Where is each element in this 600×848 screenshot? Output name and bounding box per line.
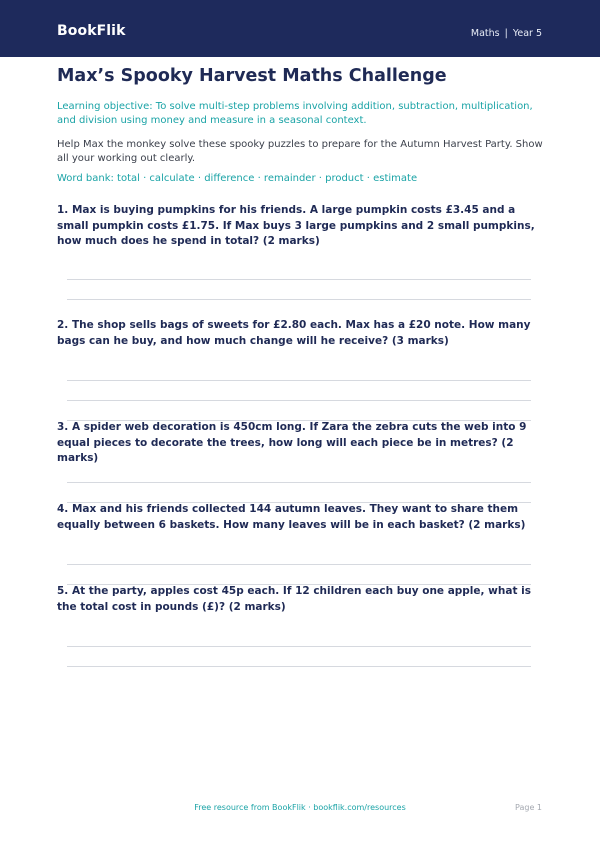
subject-year-label — [471, 28, 542, 39]
question-4: 4. Max and his friends collected 144 autumn leaves. They want to share them equally between 6 baskets. How many leaves will be in each basket? (2 marks) — [57, 503, 526, 531]
subject-label: Maths — [470, 28, 500, 39]
question-1: 1. Max is buying pumpkins for his friends. A large pumpkin costs £3.45 and a small pumpkin costs £1.75. If Max buys 3 large pumpkins and 2 small pumpkins, how much does he spend in total? (2 marks) — [57, 204, 535, 247]
question-2: 2. The shop sells bags of sweets for £2.80 each. Max has a £20 note. How many bags can he buy, and how much change will he receive? (3 marks) — [57, 319, 531, 347]
answer-line[interactable] — [67, 299, 531, 300]
page-header — [0, 0, 600, 57]
answer-line[interactable] — [67, 279, 531, 280]
worksheet-title: Max’s Spooky Harvest Maths Challenge — [57, 66, 447, 86]
question-5: 5. At the party, apples cost 45p each. If 12 children each buy one apple, what is the total cost in pounds (£)? (2 marks) — [57, 585, 531, 613]
learning-objective: Learning objective: To solve multi-step problems involving addition, subtraction, multiplication, and division using money and measure in a seasonal context. — [57, 101, 533, 126]
answer-line[interactable] — [67, 380, 531, 381]
word-bank: Word bank: total · calculate · difference · remainder · product · estimate — [57, 173, 418, 184]
footer-resource-link[interactable]: Free resource from BookFlik · bookflik.com/resources — [194, 803, 406, 812]
answer-line[interactable] — [67, 666, 531, 667]
answer-line[interactable] — [67, 400, 531, 401]
answer-line[interactable] — [67, 564, 531, 565]
question-3: 3. A spider web decoration is 450cm long. If Zara the zebra cuts the web into 9 equal pieces to decorate the trees, how long will each piece be in metres? (2 marks) — [57, 421, 527, 464]
page-number: Page 1 — [515, 803, 542, 812]
meta-separator: | — [504, 28, 508, 39]
answer-line[interactable] — [67, 482, 531, 483]
year-label: Year 5 — [512, 28, 542, 39]
intro-text: Help Max the monkey solve these spooky puzzles to prepare for the Autumn Harvest Party. Show all your working out clearly. — [57, 139, 543, 164]
brand-logo-text: BookFlik — [57, 23, 126, 39]
answer-line[interactable] — [67, 646, 531, 647]
